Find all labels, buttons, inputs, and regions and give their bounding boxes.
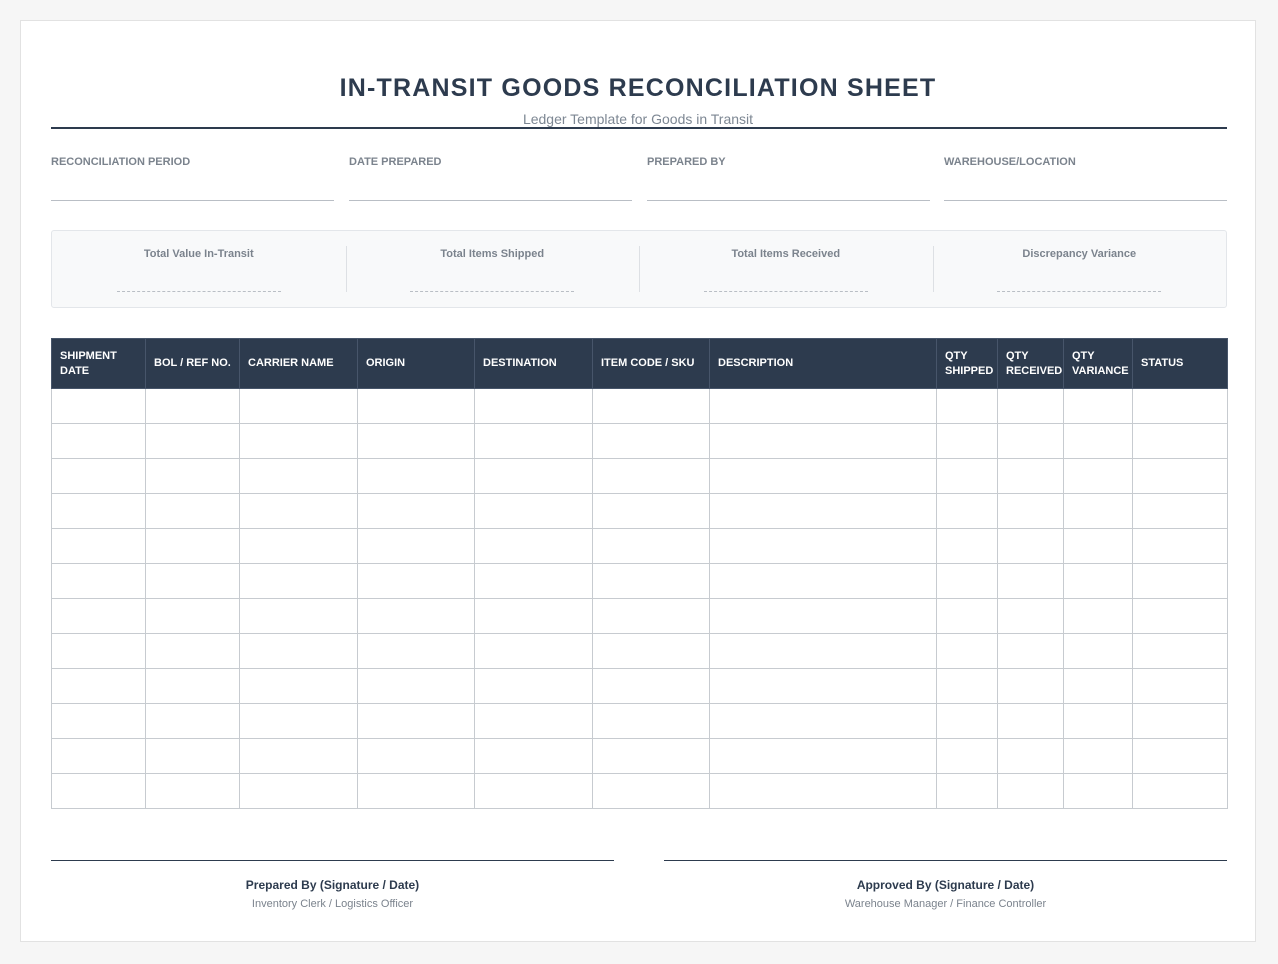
table-cell[interactable] (358, 774, 475, 809)
table-cell[interactable] (1064, 564, 1133, 599)
table-cell[interactable] (240, 774, 358, 809)
table-cell[interactable] (146, 459, 240, 494)
ledger-body (52, 389, 1228, 809)
table-cell[interactable] (475, 669, 593, 704)
table-cell[interactable] (998, 669, 1064, 704)
table-cell[interactable] (52, 389, 146, 424)
table-cell[interactable] (475, 494, 593, 529)
table-cell[interactable] (1133, 739, 1228, 774)
warehouse-location-label: WAREHOUSE/LOCATION (944, 156, 1076, 168)
table-cell[interactable] (937, 599, 998, 634)
table-cell[interactable] (593, 669, 710, 704)
table-row (52, 529, 1228, 564)
table-row (52, 634, 1228, 669)
table-cell[interactable] (710, 669, 937, 704)
column-header-shipment-date: SHIPMENT DATE (52, 339, 146, 389)
table-cell[interactable] (146, 669, 240, 704)
table-cell[interactable] (937, 739, 998, 774)
column-header-carrier-name: CARRIER NAME (240, 339, 358, 389)
table-cell[interactable] (475, 529, 593, 564)
table-cell[interactable] (358, 634, 475, 669)
table-cell[interactable] (937, 459, 998, 494)
table-cell[interactable] (937, 424, 998, 459)
signature-role: Warehouse Manager / Finance Controller (844, 898, 1047, 910)
table-cell[interactable] (593, 739, 710, 774)
table-cell[interactable] (240, 564, 358, 599)
table-cell[interactable] (1064, 459, 1133, 494)
table-cell[interactable] (710, 774, 937, 809)
reconciliation-period-field[interactable] (51, 155, 334, 201)
table-cell[interactable] (146, 389, 240, 424)
summary-value-blank[interactable] (117, 290, 281, 292)
signature-title: Prepared By (Signature / Date) (245, 878, 420, 892)
table-cell[interactable] (998, 459, 1064, 494)
table-cell[interactable] (710, 564, 937, 599)
reconciliation-period-label: RECONCILIATION PERIOD (51, 156, 191, 168)
table-cell[interactable] (358, 599, 475, 634)
table-cell[interactable] (52, 424, 146, 459)
column-header-bol-ref-no: BOL / REF NO. (146, 339, 240, 389)
table-row (52, 669, 1228, 704)
table-cell[interactable] (1064, 494, 1133, 529)
table-cell[interactable] (1133, 494, 1228, 529)
table-cell[interactable] (998, 599, 1064, 634)
summary-total-items-received (639, 231, 933, 307)
table-cell[interactable] (937, 774, 998, 809)
table-cell[interactable] (475, 774, 593, 809)
summary-label: Total Items Received (731, 248, 841, 260)
table-cell[interactable] (593, 774, 710, 809)
table-cell[interactable] (358, 704, 475, 739)
approved-by-signature-block (664, 860, 1227, 911)
table-cell[interactable] (710, 529, 937, 564)
table-cell[interactable] (358, 389, 475, 424)
table-cell[interactable] (1064, 704, 1133, 739)
reconciliation-sheet (20, 20, 1256, 942)
table-cell[interactable] (52, 599, 146, 634)
table-cell[interactable] (937, 564, 998, 599)
table-cell[interactable] (240, 599, 358, 634)
summary-total-value-in-transit (52, 231, 346, 307)
table-cell[interactable] (937, 669, 998, 704)
table-cell[interactable] (240, 459, 358, 494)
table-cell[interactable] (710, 459, 937, 494)
table-row (52, 774, 1228, 809)
table-cell[interactable] (52, 494, 146, 529)
prepared-by-label: PREPARED BY (647, 156, 726, 168)
table-row (52, 459, 1228, 494)
table-cell[interactable] (475, 459, 593, 494)
table-cell[interactable] (146, 424, 240, 459)
table-cell[interactable] (937, 389, 998, 424)
table-cell[interactable] (1133, 669, 1228, 704)
table-cell[interactable] (358, 424, 475, 459)
table-cell[interactable] (1133, 424, 1228, 459)
table-cell[interactable] (1064, 424, 1133, 459)
table-cell[interactable] (937, 494, 998, 529)
table-cell[interactable] (240, 634, 358, 669)
table-cell[interactable] (240, 739, 358, 774)
table-cell[interactable] (593, 634, 710, 669)
page-title: IN-TRANSIT GOODS RECONCILIATION SHEET (339, 74, 937, 102)
table-cell[interactable] (593, 564, 710, 599)
table-cell[interactable] (593, 529, 710, 564)
table-cell[interactable] (710, 704, 937, 739)
ledger-header-row (52, 339, 1228, 389)
table-cell[interactable] (710, 389, 937, 424)
column-header-destination: DESTINATION (475, 339, 593, 389)
table-cell[interactable] (1133, 704, 1228, 739)
table-cell[interactable] (475, 599, 593, 634)
table-cell[interactable] (1133, 634, 1228, 669)
table-cell[interactable] (358, 494, 475, 529)
summary-total-items-shipped (346, 231, 640, 307)
table-cell[interactable] (998, 739, 1064, 774)
table-cell[interactable] (146, 774, 240, 809)
signature-title: Approved By (Signature / Date) (856, 878, 1035, 892)
table-row (52, 739, 1228, 774)
table-cell[interactable] (710, 424, 937, 459)
table-cell[interactable] (998, 389, 1064, 424)
table-cell[interactable] (998, 704, 1064, 739)
summary-label: Total Items Shipped (440, 248, 545, 260)
column-header-description: DESCRIPTION (710, 339, 937, 389)
table-cell[interactable] (998, 774, 1064, 809)
table-cell[interactable] (358, 564, 475, 599)
table-cell[interactable] (1064, 529, 1133, 564)
table-row (52, 424, 1228, 459)
column-header-item-code-sku: ITEM CODE / SKU (593, 339, 710, 389)
warehouse-location-field[interactable] (944, 155, 1227, 201)
table-cell[interactable] (1133, 389, 1228, 424)
table-cell[interactable] (240, 669, 358, 704)
table-cell[interactable] (52, 669, 146, 704)
table-cell[interactable] (52, 739, 146, 774)
date-prepared-field[interactable] (349, 155, 632, 201)
table-cell[interactable] (1133, 564, 1228, 599)
summary-label: Total Value In-Transit (143, 248, 254, 260)
table-cell[interactable] (358, 459, 475, 494)
table-row (52, 494, 1228, 529)
table-cell[interactable] (593, 459, 710, 494)
column-header-qty-received: QTY RECEIVED (998, 339, 1064, 389)
table-cell[interactable] (240, 494, 358, 529)
table-cell[interactable] (146, 564, 240, 599)
table-cell[interactable] (146, 599, 240, 634)
table-cell[interactable] (1064, 599, 1133, 634)
signature-line[interactable] (51, 860, 614, 861)
table-cell[interactable] (998, 634, 1064, 669)
table-cell[interactable] (710, 739, 937, 774)
table-cell[interactable] (358, 739, 475, 774)
table-cell[interactable] (1064, 739, 1133, 774)
table-cell[interactable] (146, 494, 240, 529)
table-cell[interactable] (240, 424, 358, 459)
table-cell[interactable] (146, 704, 240, 739)
header-divider (51, 127, 1227, 129)
summary-value-blank[interactable] (410, 290, 574, 292)
table-cell[interactable] (358, 669, 475, 704)
column-header-qty-variance: QTY VARIANCE (1064, 339, 1133, 389)
prepared-by-signature-block (51, 860, 614, 911)
signature-role: Inventory Clerk / Logistics Officer (251, 898, 414, 910)
table-cell[interactable] (52, 529, 146, 564)
table-cell[interactable] (1064, 774, 1133, 809)
table-cell[interactable] (710, 599, 937, 634)
summary-value-blank[interactable] (997, 290, 1161, 292)
table-cell[interactable] (52, 704, 146, 739)
table-cell[interactable] (146, 634, 240, 669)
summary-value-blank[interactable] (704, 290, 868, 292)
table-cell[interactable] (475, 704, 593, 739)
table-cell[interactable] (937, 704, 998, 739)
signature-line[interactable] (664, 860, 1227, 861)
ledger-table (51, 338, 1228, 809)
table-cell[interactable] (1064, 634, 1133, 669)
table-cell[interactable] (475, 634, 593, 669)
table-cell[interactable] (593, 599, 710, 634)
table-cell[interactable] (1133, 529, 1228, 564)
table-cell[interactable] (593, 424, 710, 459)
table-cell[interactable] (998, 529, 1064, 564)
table-cell[interactable] (52, 564, 146, 599)
table-cell[interactable] (52, 459, 146, 494)
table-cell[interactable] (240, 389, 358, 424)
table-cell[interactable] (475, 564, 593, 599)
summary-label: Discrepancy Variance (1022, 248, 1137, 260)
table-cell[interactable] (1133, 459, 1228, 494)
table-cell[interactable] (998, 564, 1064, 599)
table-cell[interactable] (937, 529, 998, 564)
column-header-qty-shipped: QTY SHIPPED (937, 339, 998, 389)
table-cell[interactable] (593, 494, 710, 529)
prepared-by-field[interactable] (647, 155, 930, 201)
table-cell[interactable] (593, 389, 710, 424)
table-cell[interactable] (593, 704, 710, 739)
column-header-origin: ORIGIN (358, 339, 475, 389)
table-cell[interactable] (1064, 389, 1133, 424)
date-prepared-label: DATE PREPARED (349, 156, 442, 168)
table-cell[interactable] (710, 634, 937, 669)
table-cell[interactable] (998, 494, 1064, 529)
table-cell[interactable] (937, 634, 998, 669)
table-cell[interactable] (1064, 669, 1133, 704)
summary-panel (51, 230, 1227, 308)
table-cell[interactable] (240, 704, 358, 739)
summary-discrepancy-variance (933, 231, 1227, 307)
table-cell[interactable] (475, 389, 593, 424)
table-cell[interactable] (240, 529, 358, 564)
table-row (52, 599, 1228, 634)
table-cell[interactable] (1133, 599, 1228, 634)
ledger-header (52, 339, 1228, 389)
table-cell[interactable] (710, 494, 937, 529)
table-cell[interactable] (52, 634, 146, 669)
column-header-status: STATUS (1133, 339, 1228, 389)
table-cell[interactable] (475, 424, 593, 459)
table-cell[interactable] (998, 424, 1064, 459)
table-cell[interactable] (146, 529, 240, 564)
table-row (52, 564, 1228, 599)
table-row (52, 704, 1228, 739)
table-cell[interactable] (475, 739, 593, 774)
page-subtitle: Ledger Template for Goods in Transit (522, 111, 754, 127)
table-row (52, 389, 1228, 424)
table-cell[interactable] (358, 529, 475, 564)
table-cell[interactable] (1133, 774, 1228, 809)
table-cell[interactable] (146, 739, 240, 774)
table-cell[interactable] (52, 774, 146, 809)
